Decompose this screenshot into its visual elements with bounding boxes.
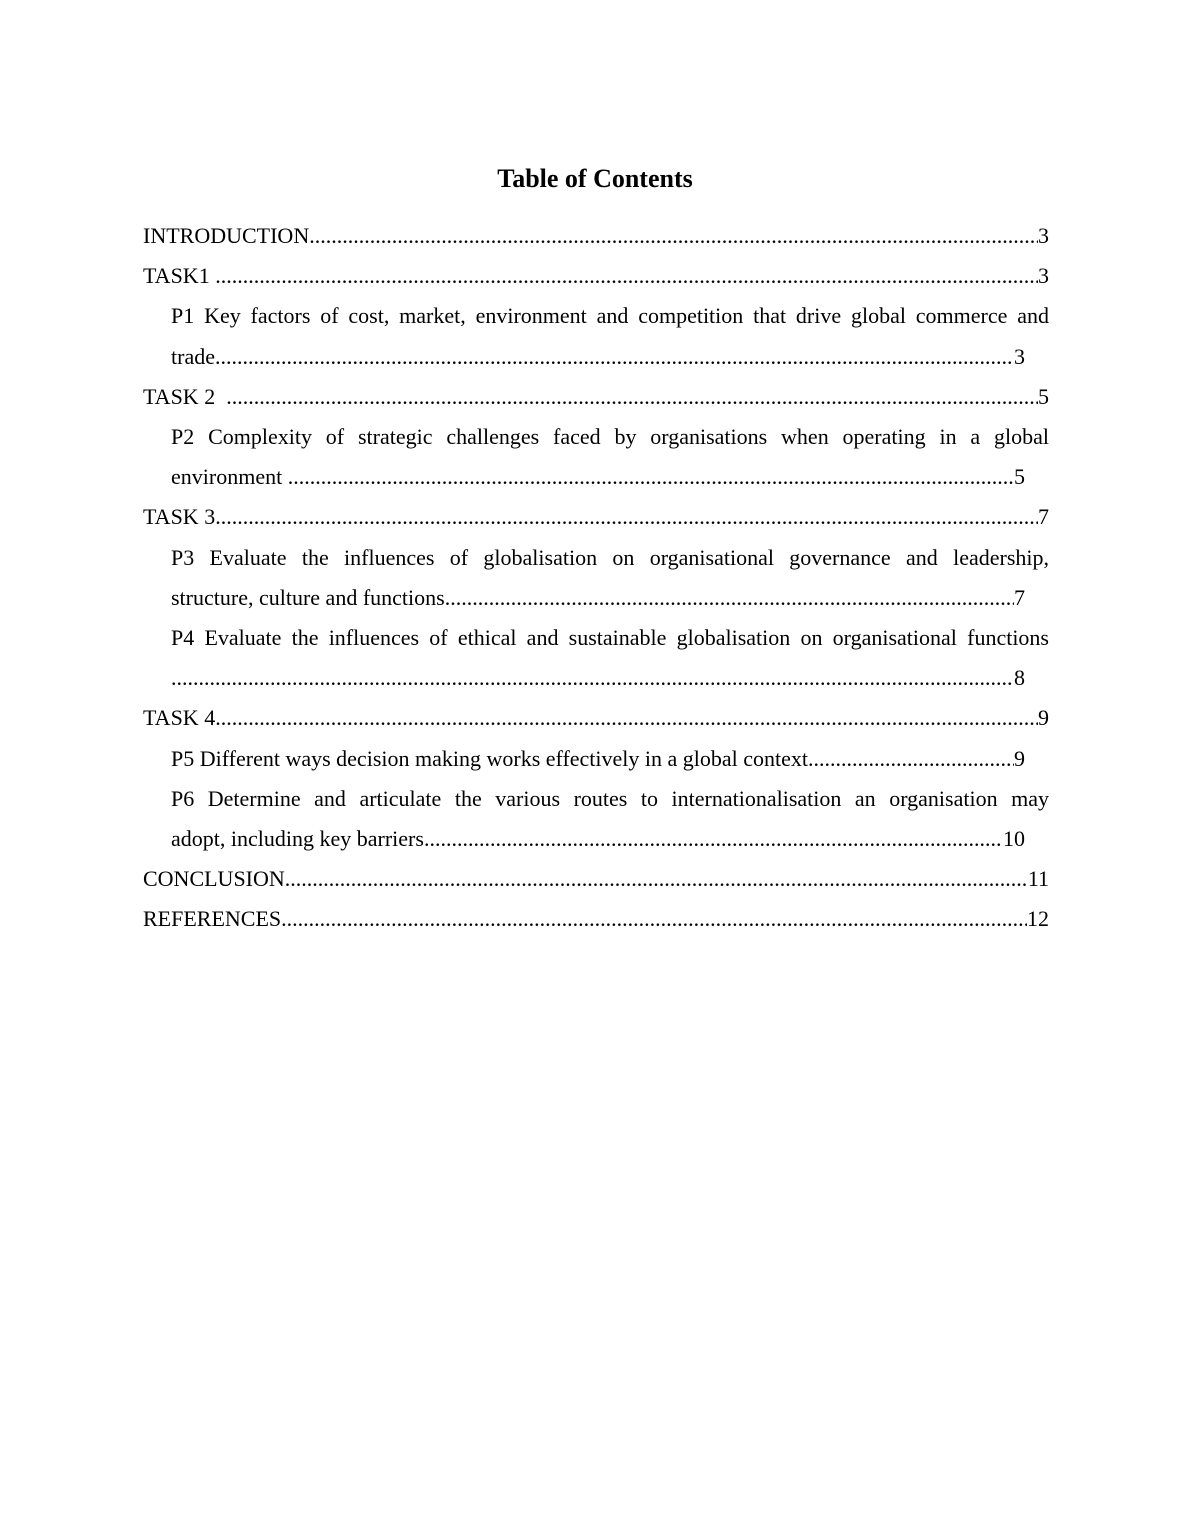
dot-leader [281,899,1027,939]
toc-entry-label: CONCLUSION [143,866,285,892]
toc-page-number: 5 [1038,383,1049,409]
dot-leader [215,698,1038,738]
toc-page-number: 3 [1038,263,1049,289]
toc-entry-label-line1: P1 Key factors of cost, market, environment and competition that drive global commerce and [171,303,1049,329]
dot-leader [215,256,1038,296]
toc-entry-label: TASK1 [143,263,216,289]
toc-entry-label-line1: P6 Determine and articulate the various routes to internationalisation an organisation may [171,785,1049,811]
toc-entry-task3[interactable] [143,497,1049,537]
toc-entry-references[interactable] [143,899,1049,939]
toc-entry-label: REFERENCES [143,906,282,932]
toc-page-number: 10 [1003,825,1025,851]
toc-entry-conclusion[interactable] [143,859,1049,899]
dot-leader [288,457,1014,497]
toc-entry-task4[interactable] [143,698,1049,738]
toc-entry-p2[interactable] [143,417,1049,497]
toc-entry-label-line1: P4 Evaluate the influences of ethical and sustainable globalisation on organisational functions [171,624,1049,650]
toc-entry-label-line2: structure, culture and functions [171,584,445,610]
dot-leader [226,377,1038,417]
toc-entry-label-line2: trade [171,343,215,369]
toc-entry-label-line2: environment [171,464,288,490]
toc-entry-label: TASK 3 [143,504,216,530]
toc-page-number: 12 [1027,906,1049,932]
toc-entry-p3[interactable] [143,538,1049,618]
toc-page-number: 8 [1014,665,1025,691]
toc-entry-label: INTRODUCTION [143,223,310,248]
dot-leader [445,578,1014,618]
toc-entry-label: TASK 2 [143,383,227,409]
toc-entry-p6[interactable] [143,779,1049,859]
toc-page-number: 3 [1014,343,1025,369]
toc-page-number: 3 [1038,223,1049,248]
dot-leader [424,819,1003,859]
toc-entry-introduction[interactable] [143,216,1049,256]
toc-entry-p5[interactable] [143,739,1049,779]
toc-entry-label-line2: adopt, including key barriers [171,825,424,851]
toc-entry-task1[interactable] [143,256,1049,296]
toc-entry-label: TASK 4 [143,705,216,731]
toc-page-number: 5 [1014,464,1025,490]
dot-leader [309,216,1038,256]
toc-entry-p4[interactable] [143,618,1049,698]
toc-entry-task2[interactable] [143,377,1049,417]
toc-page-number: 9 [1038,705,1049,731]
toc-page-number: 9 [1014,745,1025,771]
toc-entry-label-line1: P3 Evaluate the influences of globalisation on organisational governance and leadership, [171,544,1049,570]
toc-entry-p1[interactable] [143,296,1049,376]
dot-leader [285,859,1028,899]
toc-page-number: 7 [1038,504,1049,530]
dot-leader [808,739,1014,779]
dot-leader [215,497,1038,537]
toc-page-number: 11 [1027,866,1049,892]
table-of-contents [143,216,1049,939]
page-title: Table of Contents [497,164,693,193]
dot-leader [171,658,1014,698]
toc-entry-label-line1: P2 Complexity of strategic challenges faced by organisations when operating in a global [171,423,1049,449]
toc-entry-label: P5 Different ways decision making works effectively in a global context [171,745,809,771]
toc-page-number: 7 [1014,584,1025,610]
dot-leader [215,337,1014,377]
